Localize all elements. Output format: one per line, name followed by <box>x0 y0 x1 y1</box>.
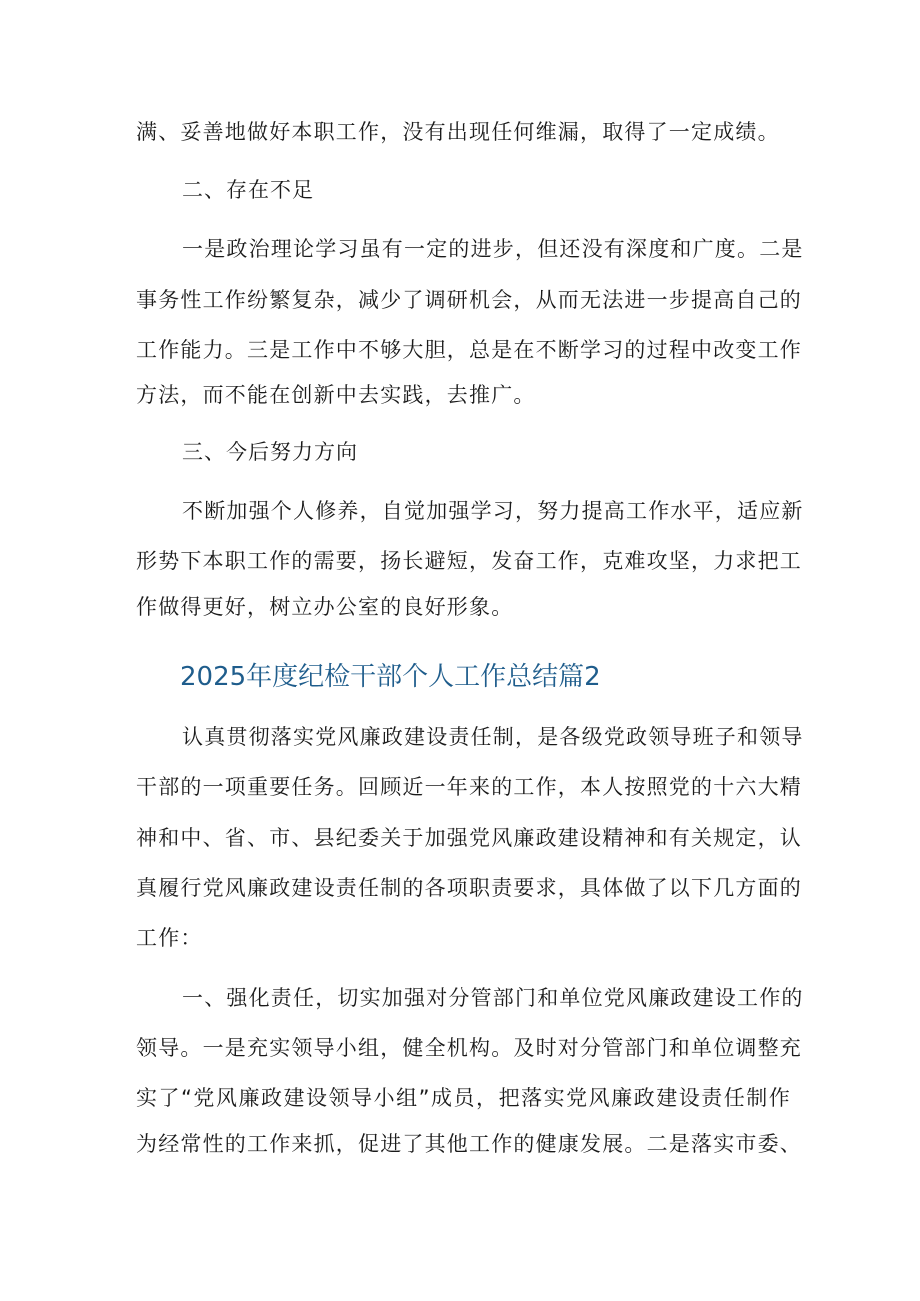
paragraph-line: 形势下本职工作的需要，扬长避短，发奋工作，克难攻坚，力求把工 <box>136 549 802 573</box>
paragraph-line: 为经常性的工作来抓，促进了其他工作的健康发展。二是落实市委、 <box>136 1132 802 1156</box>
paragraph-line: 作做得更好，树立办公室的良好形象。 <box>136 595 514 619</box>
paragraph-line: 事务性工作纷繁复杂，减少了调研机会，从而无法进一步提高自己的 <box>136 288 802 312</box>
paragraph-line: 不断加强个人修养，自觉加强学习，努力提高工作水平，适应新 <box>182 499 804 523</box>
paragraph-line: 真履行党风廉政建设责任制的各项职责要求，具体做了以下几方面的 <box>136 876 802 900</box>
paragraph-line: 方法，而不能在创新中去实践，去推广。 <box>136 383 536 407</box>
paragraph-line: 干部的一项重要任务。回顾近一年来的工作，本人按照党的十六大精 <box>136 775 802 799</box>
paragraph-line: 工作能力。三是工作中不够大胆，总是在不断学习的过程中改变工作 <box>136 338 802 362</box>
paragraph-line: 满、妥善地做好本职工作，没有出现任何维漏，取得了一定成绩。 <box>136 120 780 144</box>
paragraph-line: 实了“党风廉政建设领导小组”成员，把落实党风廉政建设责任制作 <box>136 1086 791 1110</box>
paragraph-line: 认真贯彻落实党风廉政建设责任制，是各级党政领导班子和领导 <box>182 725 804 749</box>
paragraph-line: 神和中、省、市、县纪委关于加强党风廉政建设精神和有关规定，认 <box>136 826 802 850</box>
paragraph-line: 工作： <box>136 926 203 950</box>
section-heading-future-direction: 三、今后努力方向 <box>182 440 358 464</box>
section-heading-shortcomings: 二、存在不足 <box>182 178 314 202</box>
paragraph-line: 一是政治理论学习虽有一定的进步，但还没有深度和广度。二是 <box>182 237 804 261</box>
paragraph-line: 一、强化责任，切实加强对分管部门和单位党风廉政建设工作的 <box>182 986 804 1010</box>
paragraph-line: 领导。一是充实领导小组，健全机构。及时对分管部门和单位调整充 <box>136 1036 802 1060</box>
article-title: 2025年度纪检干部个人工作总结篇2 <box>180 662 601 692</box>
